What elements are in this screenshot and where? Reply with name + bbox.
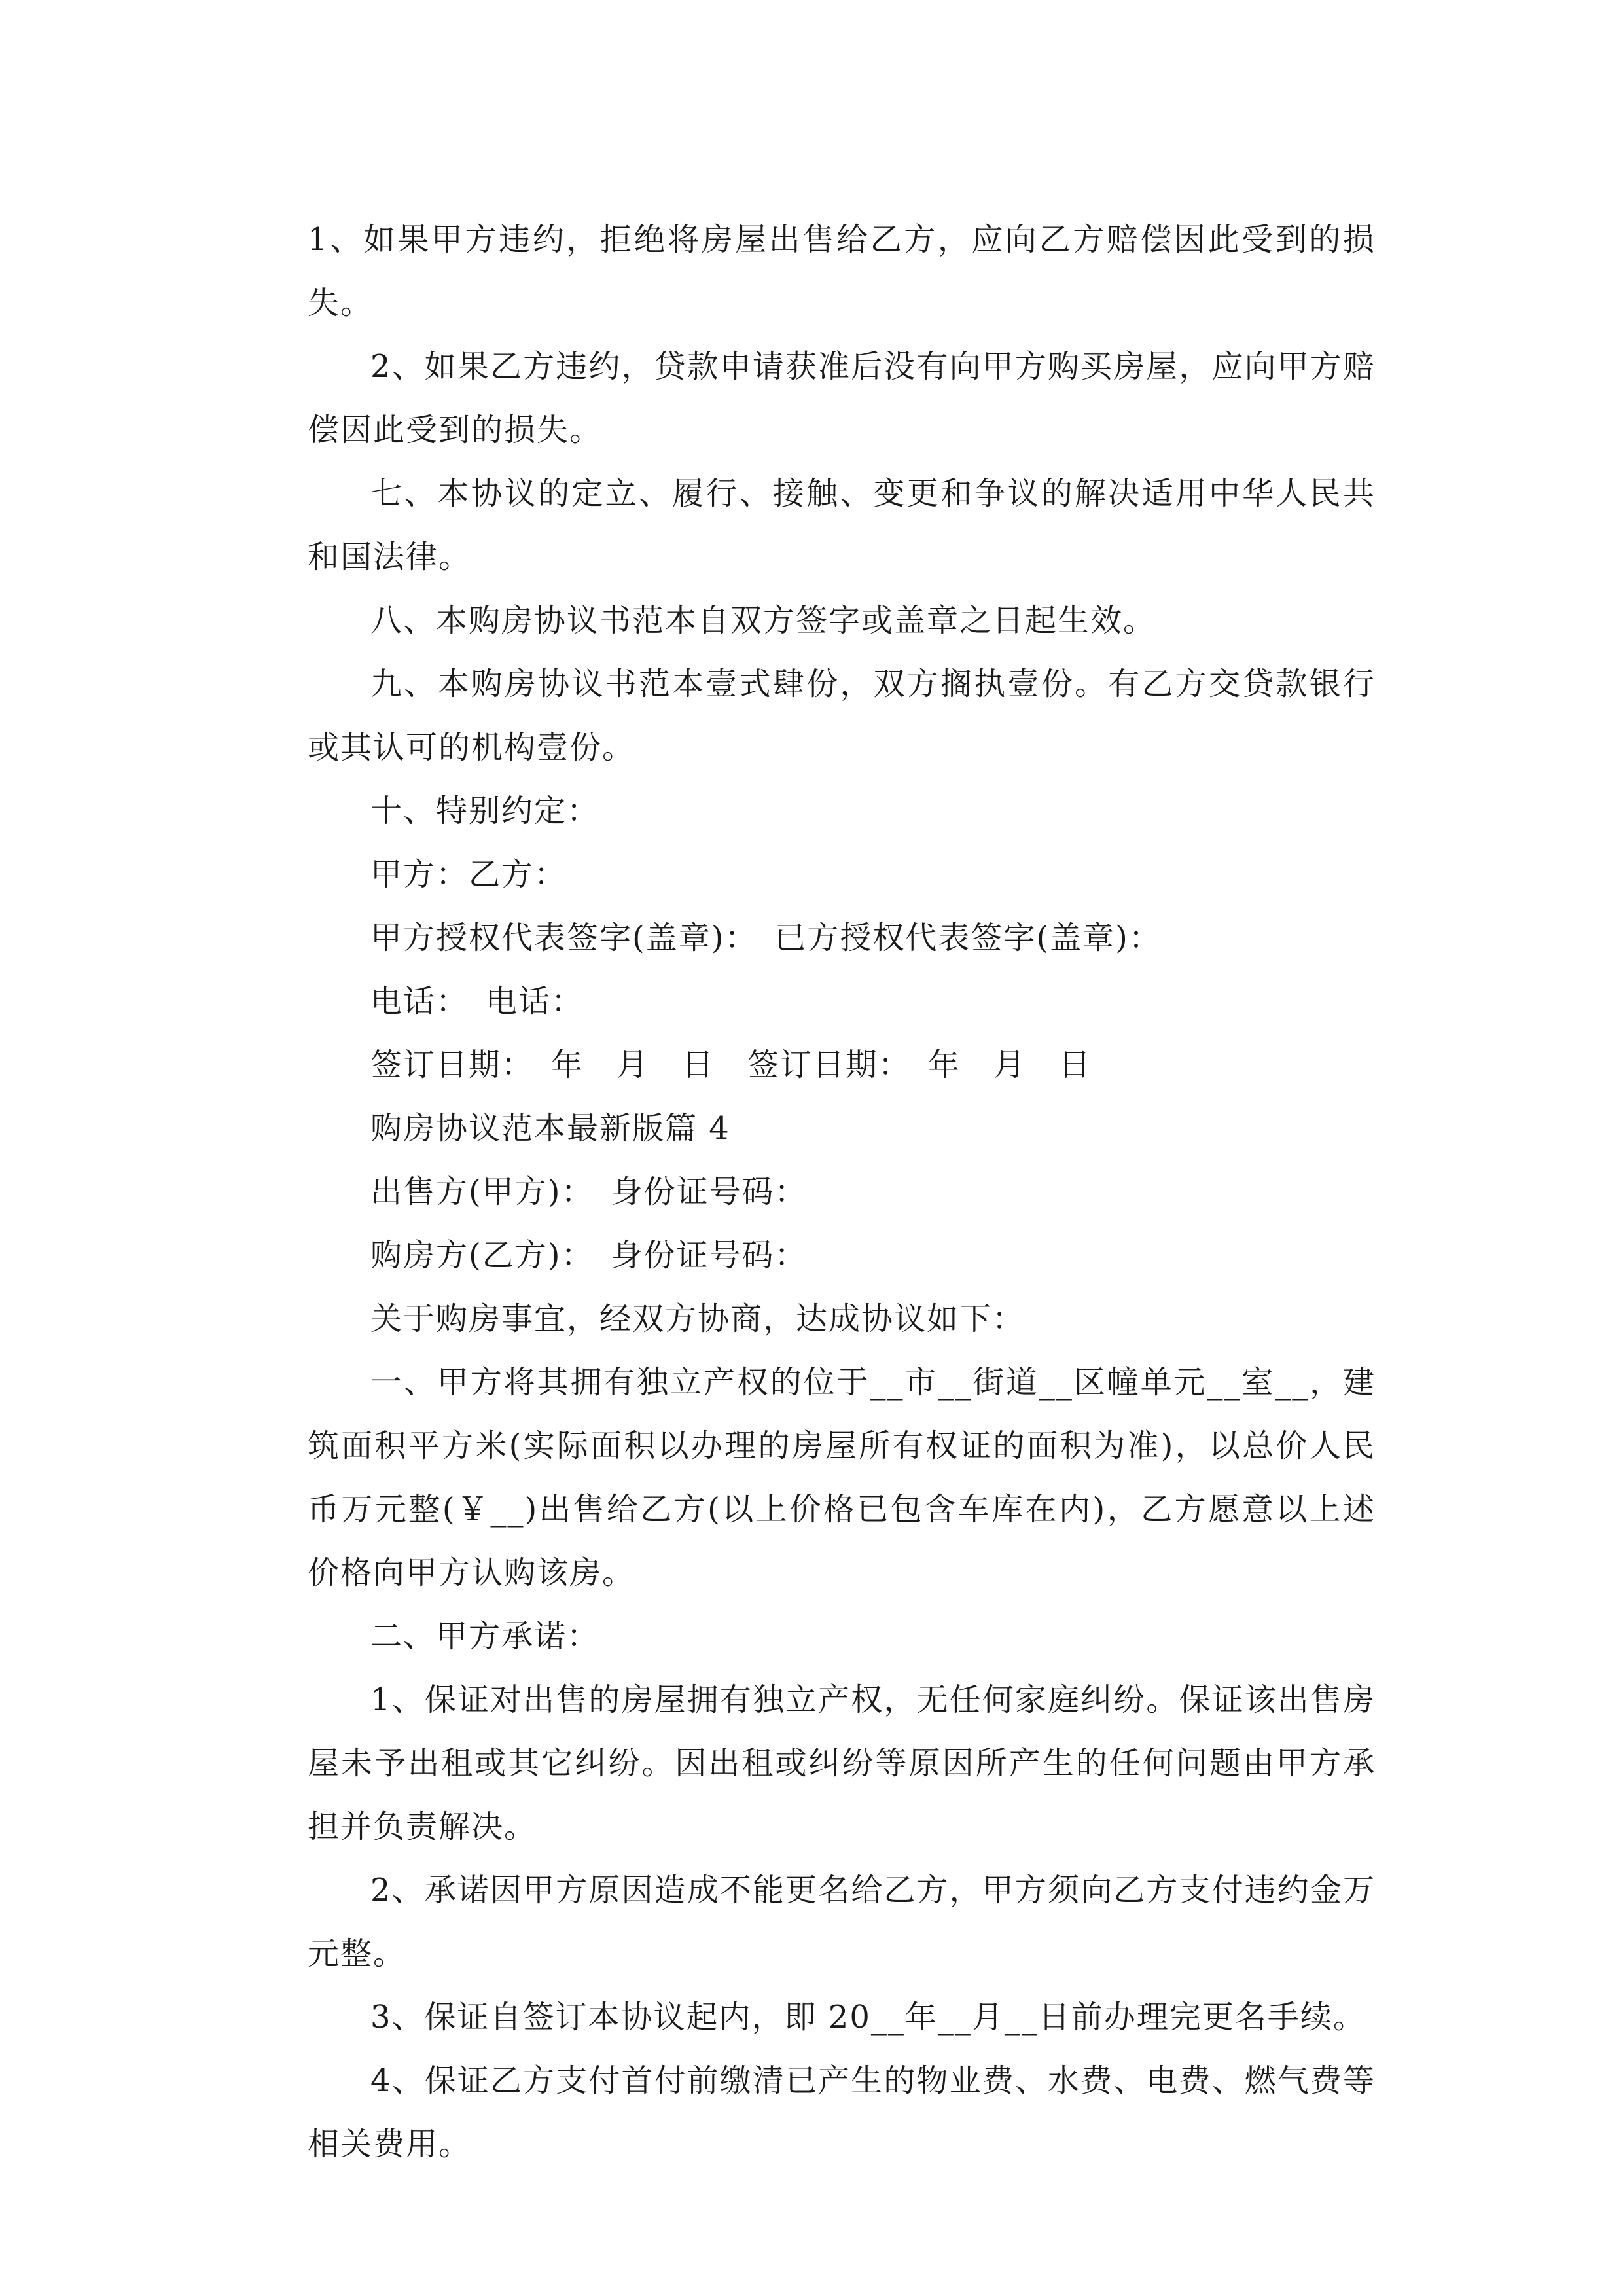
section-heading: 购房协议范本最新版篇 4 — [370, 1110, 730, 1147]
buyer-info: 购房方(乙方)： 身份证号码： — [370, 1237, 808, 1274]
promise-fees: 4、保证乙方支付首付前缴清已产生的物业费、水费、电费、燃气费等相关费用。 — [308, 2062, 1376, 2162]
clause-penalty-party-b: 2、如果乙方违约，贷款申请获准后没有向甲方购买房屋，应向甲方赔偿因此受到的损失。 — [308, 348, 1376, 448]
clause-one-property: 一、甲方将其拥有独立产权的位于__市__街道__区幢单元__室__，建筑面积平方米(实际面积以办理的房屋所有权证的面积为准)，以总价人民币万元整(￥__)出售给乙方(以上价格已包含车库在内)，乙方愿意以上述价格向甲方认购该房。 — [308, 1364, 1376, 1591]
clause-ten-special-terms: 十、特别约定： — [370, 793, 600, 829]
seller-info: 出售方(甲方)： 身份证号码： — [370, 1174, 808, 1210]
clause-seven-governing-law: 七、本协议的定立、履行、接触、变更和争议的解决适用中华人民共和国法律。 — [308, 475, 1376, 575]
promise-rename-deadline: 3、保证自签订本协议起内，即 20__年__月__日前办理完更名手续。 — [370, 1999, 1366, 2036]
promise-rename-penalty: 2、承诺因甲方原因造成不能更名给乙方，甲方须向乙方支付违约金万元整。 — [308, 1872, 1376, 1972]
signature-parties: 甲方：乙方： — [370, 856, 567, 893]
clause-eight-effective-date: 八、本购房协议书范本自双方签字或盖章之日起生效。 — [370, 602, 1156, 639]
signature-representatives: 甲方授权代表签字(盖章)： 已方授权代表签字(盖章)： — [370, 920, 1162, 956]
clause-two-heading: 二、甲方承诺： — [370, 1618, 600, 1655]
agreement-intro: 关于购房事宜，经双方协商，达成协议如下： — [370, 1300, 1026, 1337]
signature-dates: 签订日期： 年 月 日 签订日期： 年 月 日 — [370, 1047, 1092, 1083]
clause-penalty-party-a: 1、如果甲方违约，拒绝将房屋出售给乙方，应向乙方赔偿因此受到的损失。 — [308, 221, 1376, 321]
promise-ownership: 1、保证对出售的房屋拥有独立产权，无任何家庭纠纷。保证该出售房屋未予出租或其它纠纷。因出租或纠纷等原因所产生的任何问题由甲方承担并负责解决。 — [308, 1681, 1376, 1845]
clause-nine-copies: 九、本购房协议书范本壹式肆份，双方搁执壹份。有乙方交贷款银行或其认可的机构壹份。 — [308, 666, 1376, 766]
document-body — [308, 208, 1376, 2176]
signature-phones: 电话： 电话： — [370, 983, 584, 1020]
